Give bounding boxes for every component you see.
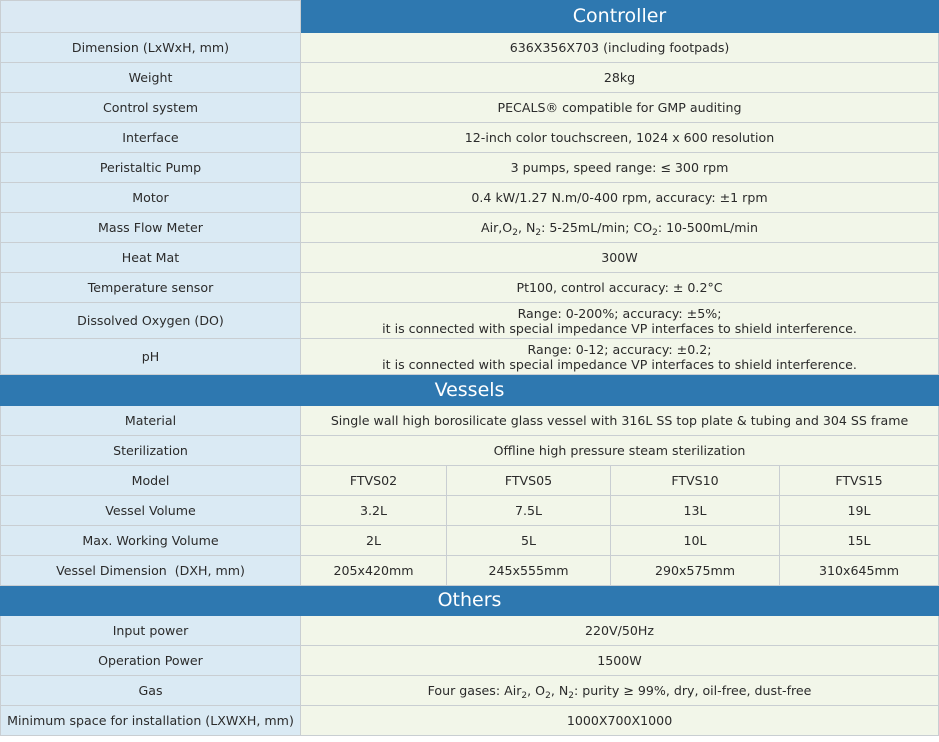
spec-label: pH	[1, 339, 301, 375]
spec-value: Single wall high borosilicate glass vessel with 316L SS top plate & tubing and 304 SS frame	[301, 406, 939, 436]
section-header-spacer	[1, 1, 301, 33]
spec-label: Motor	[1, 183, 301, 213]
spec-label: Input power	[1, 616, 301, 646]
spec-value: Offline high pressure steam sterilization	[301, 436, 939, 466]
table-row	[1, 466, 939, 496]
spec-label: Minimum space for installation (LXWXH, mm)	[1, 706, 301, 736]
table-row	[1, 339, 939, 375]
table-row	[1, 123, 939, 153]
table-row	[1, 676, 939, 706]
volume-cell: 7.5L	[447, 496, 611, 526]
spec-label: Temperature sensor	[1, 273, 301, 303]
spec-label: Operation Power	[1, 646, 301, 676]
spec-label: Sterilization	[1, 436, 301, 466]
spec-value: $Air,O_2$, $N_2$: 5-25mL/min; $CO_2$: 10-500mL/min	[301, 213, 939, 243]
dimension-cell: 205x420mm	[301, 556, 447, 586]
spec-label: Vessel Dimension (DXH, mm)	[1, 556, 301, 586]
table-row	[1, 646, 939, 676]
dimension-cell: 310x645mm	[780, 556, 939, 586]
spec-value: 1500W	[301, 646, 939, 676]
dimension-cell: 245x555mm	[447, 556, 611, 586]
working-volume-cell: 10L	[611, 526, 780, 556]
section-header-row	[1, 1, 939, 33]
spec-value: 0.4 kW/1.27 N.m/0-400 rpm, accuracy: ±1 rpm	[301, 183, 939, 213]
table-row	[1, 93, 939, 123]
model-cell: FTVS15	[780, 466, 939, 496]
spec-value: 636X356X703 (including footpads)	[301, 33, 939, 63]
table-row	[1, 406, 939, 436]
spec-label: Model	[1, 466, 301, 496]
spec-value: Pt100, control accuracy: ± 0.2°C	[301, 273, 939, 303]
working-volume-cell: 2L	[301, 526, 447, 556]
section-header-row	[1, 586, 939, 616]
volume-cell: 19L	[780, 496, 939, 526]
table-row	[1, 273, 939, 303]
section-title-others: Others	[1, 586, 939, 616]
working-volume-cell: 5L	[447, 526, 611, 556]
table-row	[1, 496, 939, 526]
table-row	[1, 63, 939, 93]
table-row	[1, 436, 939, 466]
spec-value: 220V/50Hz	[301, 616, 939, 646]
spec-value: 3 pumps, speed range: ≤ 300 rpm	[301, 153, 939, 183]
table-row	[1, 556, 939, 586]
table-row	[1, 303, 939, 339]
volume-cell: 13L	[611, 496, 780, 526]
section-title-controller: Controller	[301, 1, 939, 33]
spec-label: Dissolved Oxygen (DO)	[1, 303, 301, 339]
table-row	[1, 616, 939, 646]
model-cell: FTVS02	[301, 466, 447, 496]
spec-value: 28kg	[301, 63, 939, 93]
section-header-row	[1, 375, 939, 406]
spec-value: Four gases: Air$_2$, $O_2$, $N_2$: purity ≥ 99%, dry, oil-free, dust-free	[301, 676, 939, 706]
spec-value: 12-inch color touchscreen, 1024 x 600 resolution	[301, 123, 939, 153]
spec-label: Heat Mat	[1, 243, 301, 273]
spec-value: 1000X700X1000	[301, 706, 939, 736]
spec-label: Mass Flow Meter	[1, 213, 301, 243]
spec-label: Control system	[1, 93, 301, 123]
spec-label: Interface	[1, 123, 301, 153]
spec-value: 300W	[301, 243, 939, 273]
spec-label: Peristaltic Pump	[1, 153, 301, 183]
volume-cell: 3.2L	[301, 496, 447, 526]
spec-label: Gas	[1, 676, 301, 706]
spec-label: Dimension (LxWxH, mm)	[1, 33, 301, 63]
spec-label: Vessel Volume	[1, 496, 301, 526]
table-row	[1, 213, 939, 243]
spec-label: Max. Working Volume	[1, 526, 301, 556]
table-row	[1, 33, 939, 63]
table-row	[1, 153, 939, 183]
table-row	[1, 243, 939, 273]
spec-value: PECALS® compatible for GMP auditing	[301, 93, 939, 123]
working-volume-cell: 15L	[780, 526, 939, 556]
spec-label: Weight	[1, 63, 301, 93]
model-cell: FTVS05	[447, 466, 611, 496]
section-title-vessels: Vessels	[1, 375, 939, 406]
table-row	[1, 706, 939, 736]
dimension-cell: 290x575mm	[611, 556, 780, 586]
spec-value: Range: 0-12; accuracy: ±0.2; it is connected with special impedance VP interfaces to shield interference.	[301, 339, 939, 375]
spec-value: Range: 0-200%; accuracy: ±5%; it is connected with special impedance VP interfaces to shield interference.	[301, 303, 939, 339]
table-row	[1, 183, 939, 213]
spec-label: Material	[1, 406, 301, 436]
table-row	[1, 526, 939, 556]
model-cell: FTVS10	[611, 466, 780, 496]
